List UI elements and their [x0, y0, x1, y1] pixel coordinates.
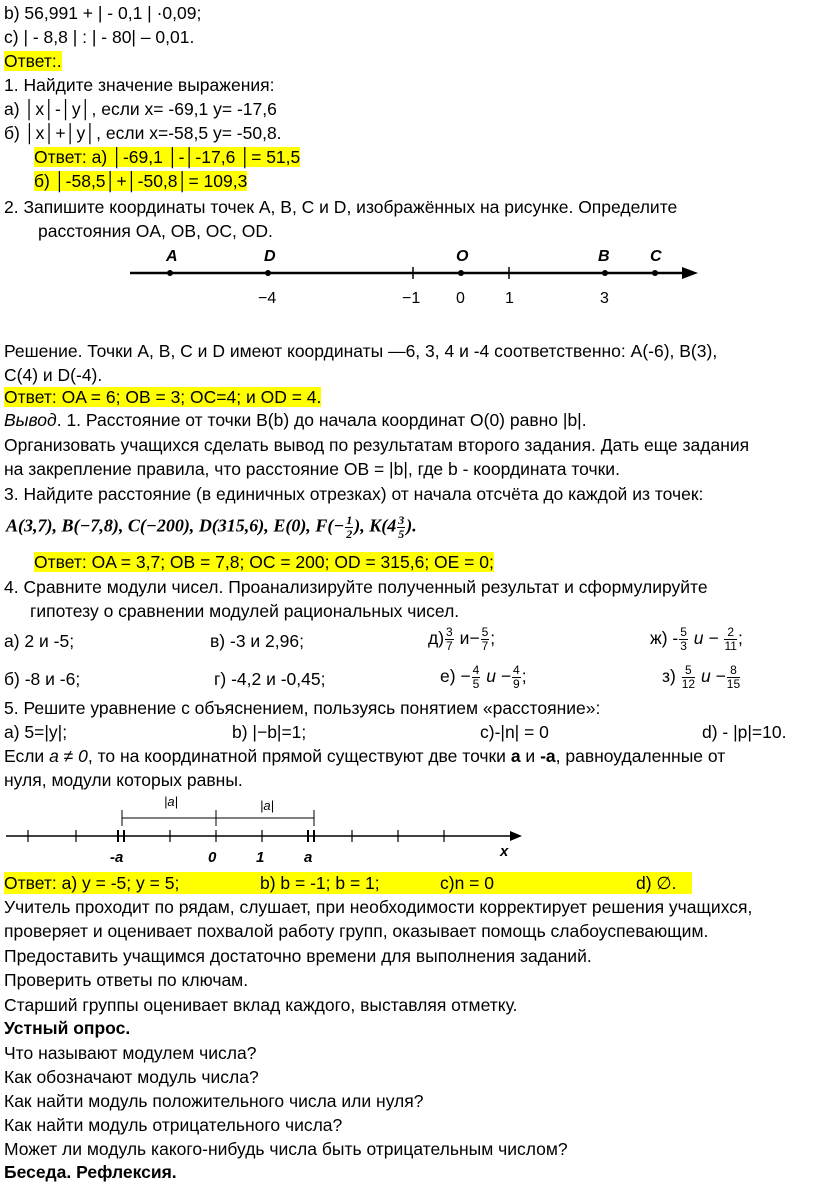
task-4-g: г) -4,2 и -0,45; — [214, 669, 326, 689]
point-A-dot — [167, 270, 173, 276]
teacher-line-1: Учитель проходит по рядам, слушает, при необходимости корректирует решения учащихся, — [4, 897, 753, 917]
task-1-b: б) │x│+│y│, если x=-58,5 y= -50,8. — [4, 123, 282, 143]
question-4: Как найти модуль отрицательного числа? — [4, 1115, 343, 1135]
task-4-e: е) − $\frac{4}{5}$ и − $\frac{4}{9}$ ; — [440, 663, 527, 691]
answer-label-1: Ответ:. — [4, 51, 62, 71]
arrow-icon — [510, 831, 522, 841]
answer-5: Ответ: а) y = -5; y = 5; b) b = -1; b = 1; с)n = 0 d) ∅. — [4, 872, 692, 894]
teacher-line-5: Старший группы оценивает вклад каждого, выставляя отметку. — [4, 995, 518, 1015]
abs-label-right: |a| — [260, 798, 274, 813]
task-4-b: б) -8 и -6; — [4, 669, 81, 689]
number-line-figure-2 — [6, 790, 526, 870]
line-task-b: b) 56,991 + | - 0,1 | ·0,09; — [4, 3, 202, 23]
point-label-D: D — [264, 248, 276, 265]
task-4-a: а) 2 и -5; — [4, 631, 75, 651]
answer-1-b: б) │-58,5│+│-50,8│= 109,3 — [34, 171, 248, 191]
answer-2: Ответ: OA = 6; OB = 3; OC=4; и OD = 4. — [4, 387, 322, 407]
task-5-heading: 5. Решите уравнение с объяснением, пользуясь понятием «расстояние»: — [4, 698, 601, 718]
section-heading-oral: Устный опрос. — [4, 1018, 131, 1038]
point-B-dot — [602, 270, 608, 276]
point-C-dot — [652, 270, 658, 276]
conclusion-line: Вывод. 1. Расстояние от точки B(b) до начала координат O(0) равно |b|. — [4, 410, 587, 430]
task-4-line-2: гипотезу о сравнении модулей рациональных чисел. — [30, 601, 460, 621]
axis-label-x: x — [500, 843, 509, 860]
task-2-line-2: расстояния OA, OB, OC, OD. — [38, 221, 273, 241]
explanation-line-2: нуля, модули которых равны. — [4, 770, 243, 790]
task-5-b: b) |−b|=1; — [232, 722, 307, 742]
question-3: Как найти модуль положительного числа или нуля? — [4, 1091, 424, 1111]
tick-label-a: a — [304, 849, 313, 866]
arrow-icon — [682, 267, 698, 279]
tick-label-1: 1 — [505, 290, 514, 307]
point-label-B: B — [598, 248, 610, 265]
section-heading-reflection: Беседа. Рефлексия. — [4, 1162, 177, 1182]
tick-label-1: 1 — [256, 849, 265, 866]
point-label-A: A — [166, 248, 178, 265]
task-4-d: д) $\frac{3}{7}$ и− $\frac{5}{7}$ ; — [428, 625, 496, 653]
task-3-heading: 3. Найдите расстояние (в единичных отрезках) от начала отсчёта до каждой из точек: — [4, 484, 704, 504]
point-O-dot — [458, 270, 464, 276]
instruction-line-1: Организовать учащихся сделать вывод по результатам второго задания. Дать еще задания — [4, 435, 750, 455]
tick-label-0: 0 — [208, 849, 217, 866]
number-line-figure-1 — [120, 245, 700, 307]
tick-label-minus-a: -a — [110, 849, 124, 866]
explanation-line-1: Если a ≠ 0, то на координатной прямой существуют две точки a и -a, равноудаленные от — [4, 746, 726, 766]
task-4-line-1: 4. Сравните модули чисел. Проанализируйте полученный результат и сформулируйте — [4, 577, 708, 597]
task-5-d: d) - |p|=10. — [702, 722, 787, 742]
point-label-C: C — [650, 248, 662, 265]
question-2: Как обозначают модуль числа? — [4, 1067, 259, 1087]
teacher-line-4: Проверить ответы по ключам. — [4, 970, 249, 990]
task-4-v: в) -3 и 2,96; — [210, 631, 304, 651]
task-1-heading: 1. Найдите значение выражения: — [4, 75, 275, 95]
solution-line-2: C(4) и D(-4). — [4, 365, 103, 385]
instruction-line-2: на закрепление правила, что расстояние OB = |b|, где b - координата точки. — [4, 459, 620, 479]
question-1: Что называют модулем числа? — [4, 1043, 257, 1063]
answer-1-a: Ответ: а) │-69,1 │-│-17,6 │= 51,5 — [34, 147, 301, 167]
point-label-O: O — [456, 248, 469, 265]
task-2-line-1: 2. Запишите координаты точек A, B, C и D, изображённых на рисунке. Определите — [4, 197, 678, 217]
task-4-z: з) $\frac{5}{12}$ и − $\frac{8}{15}$ — [662, 663, 741, 691]
task-5-c: с)-|n| = 0 — [480, 722, 549, 742]
tick-label-minus-1: −1 — [402, 290, 421, 307]
line-task-c: c) | - 8,8 | : | - 80| – 0,01. — [4, 27, 195, 47]
tick-label-3: 3 — [600, 290, 609, 307]
task-4-zh: ж) - $\frac{5}{3}$ и − $\frac{2}{11}$ ; — [650, 625, 743, 653]
task-3-points: A(3,7), B(−7,8), C(−200), D(315,6), E(0), F(− $\frac{1}{2}$ ), K(4 $\frac{3}{5}$ ). — [6, 513, 417, 541]
teacher-line-3: Предоставить учащимся достаточно времени для выполнения заданий. — [4, 946, 592, 966]
tick-label-minus-4: −4 — [258, 290, 277, 307]
task-1-a: а) │x│-│y│, если x= -69,1 y= -17,6 — [4, 99, 277, 119]
teacher-line-2: проверяет и оценивает похвалой работу групп, оказывает помощь слабоуспевающим. — [4, 921, 709, 941]
abs-label-left: |a| — [164, 794, 178, 809]
point-D-dot — [265, 270, 271, 276]
solution-line-1: Решение. Точки A, B, C и D имеют координаты —6, 3, 4 и -4 соответственно: A(-6), B(3), — [4, 341, 718, 361]
tick-label-0: 0 — [456, 290, 465, 307]
answer-3: Ответ: OA = 3,7; OB = 7,8; OC = 200; OD = 315,6; OE = 0; — [34, 552, 494, 572]
task-5-a: а) 5=|y|; — [4, 722, 68, 742]
question-5: Может ли модуль какого-нибудь числа быть отрицательным числом? — [4, 1139, 568, 1159]
